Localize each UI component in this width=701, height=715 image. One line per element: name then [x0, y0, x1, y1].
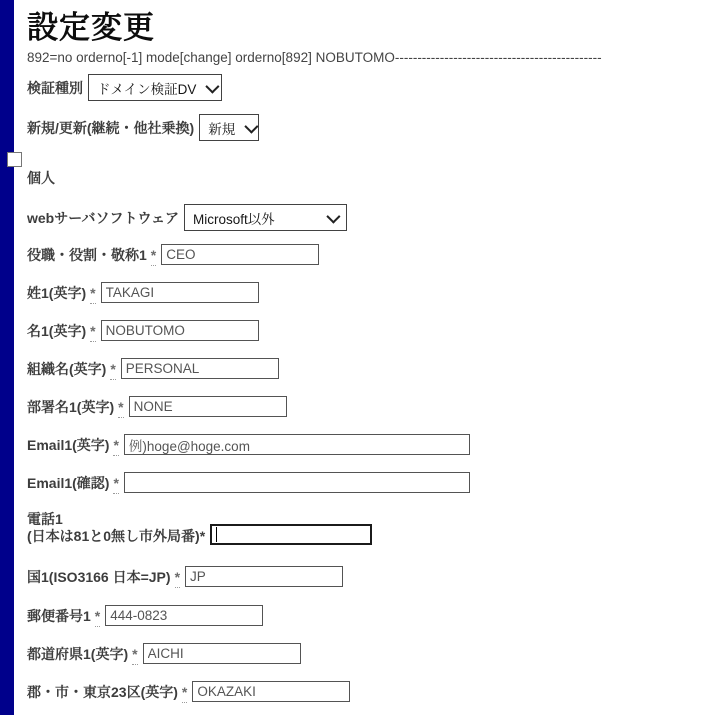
- required-marker: *: [182, 684, 187, 703]
- required-marker: *: [113, 475, 118, 494]
- row-postalcode1: [27, 605, 263, 626]
- text-caret: [216, 527, 217, 542]
- firstname1-label: 名1(英字) *: [27, 321, 96, 341]
- city1-label: 郡・市・東京23区(英字) *: [27, 682, 187, 702]
- department1-label: 部署名1(英字) *: [27, 397, 124, 417]
- row-organization: [27, 358, 279, 379]
- row-lastname1: [27, 282, 259, 303]
- required-marker: *: [90, 323, 95, 342]
- postalcode1-input[interactable]: [105, 605, 263, 626]
- lastname1-label: 姓1(英字) *: [27, 283, 96, 303]
- personal-checkbox[interactable]: [7, 152, 22, 167]
- country1-label: 国1(ISO3166 日本=JP) *: [27, 567, 180, 587]
- order-info-line: 892=no orderno[-1] mode[change] orderno[892] NOBUTOMO----------------------------------------------: [27, 50, 602, 65]
- chevron-down-icon: [245, 119, 259, 133]
- new-or-renew-selected-value: 新規: [208, 121, 236, 137]
- required-marker: *: [118, 399, 123, 418]
- city1-input[interactable]: [192, 681, 350, 702]
- row-firstname1: [27, 320, 259, 341]
- validation-type-label: 検証種別: [27, 79, 83, 96]
- organization-label: 組織名(英字) *: [27, 359, 116, 379]
- row-prefecture1: [27, 643, 301, 664]
- email1-confirm-label: Email1(確認) *: [27, 473, 119, 493]
- row-email1: [27, 434, 470, 455]
- page-title: 設定変更: [27, 10, 155, 45]
- prefecture1-label: 都道府県1(英字) *: [27, 644, 138, 664]
- country1-input[interactable]: [185, 566, 343, 587]
- required-marker: *: [151, 247, 156, 266]
- web-server-software-select[interactable]: [184, 204, 347, 231]
- email1-input[interactable]: [124, 434, 470, 455]
- row-new-or-renew: [27, 114, 259, 141]
- row-web-server-software: [27, 204, 347, 231]
- email1-label: Email1(英字) *: [27, 435, 119, 455]
- chevron-down-icon: [326, 209, 340, 223]
- row-city1: [27, 681, 350, 702]
- chevron-down-icon: [206, 79, 220, 93]
- title1-label: 役職・役割・敬称1 *: [27, 245, 156, 265]
- web-server-software-label: webサーバソフトウェア: [27, 209, 179, 226]
- web-server-software-selected-value: Microsoft以外: [192, 211, 275, 227]
- organization-input[interactable]: [121, 358, 279, 379]
- row-department1: [27, 396, 287, 417]
- department1-input[interactable]: [129, 396, 287, 417]
- required-marker: *: [113, 437, 118, 456]
- validation-type-select[interactable]: [88, 74, 222, 101]
- left-accent-bar: [0, 0, 14, 715]
- new-or-renew-label: 新規/更新(継続・他社乗換): [27, 119, 195, 136]
- row-email1-confirm: [27, 472, 470, 493]
- row-country1: [27, 566, 343, 587]
- required-marker: *: [132, 646, 137, 665]
- group-label-personal: 個人: [27, 170, 55, 186]
- required-marker: *: [175, 569, 180, 588]
- phone1-input[interactable]: [210, 524, 372, 545]
- required-marker: *: [90, 285, 95, 304]
- title1-input[interactable]: [161, 244, 319, 265]
- phone1-label: 電話1 (日本は81と0無し市外局番)*: [27, 511, 206, 544]
- row-phone1: [27, 511, 372, 545]
- row-title1: [27, 244, 319, 265]
- required-marker: *: [95, 608, 100, 627]
- firstname1-input[interactable]: [101, 320, 259, 341]
- required-marker: *: [110, 361, 115, 380]
- postalcode1-label: 郵便番号1 *: [27, 606, 100, 626]
- required-marker: *: [199, 528, 206, 544]
- lastname1-input[interactable]: [101, 282, 259, 303]
- validation-type-selected-value: ドメイン検証DV: [97, 81, 197, 97]
- email1-confirm-input[interactable]: [124, 472, 470, 493]
- new-or-renew-select[interactable]: [199, 114, 259, 141]
- row-validation-type: [27, 74, 222, 101]
- prefecture1-input[interactable]: [143, 643, 301, 664]
